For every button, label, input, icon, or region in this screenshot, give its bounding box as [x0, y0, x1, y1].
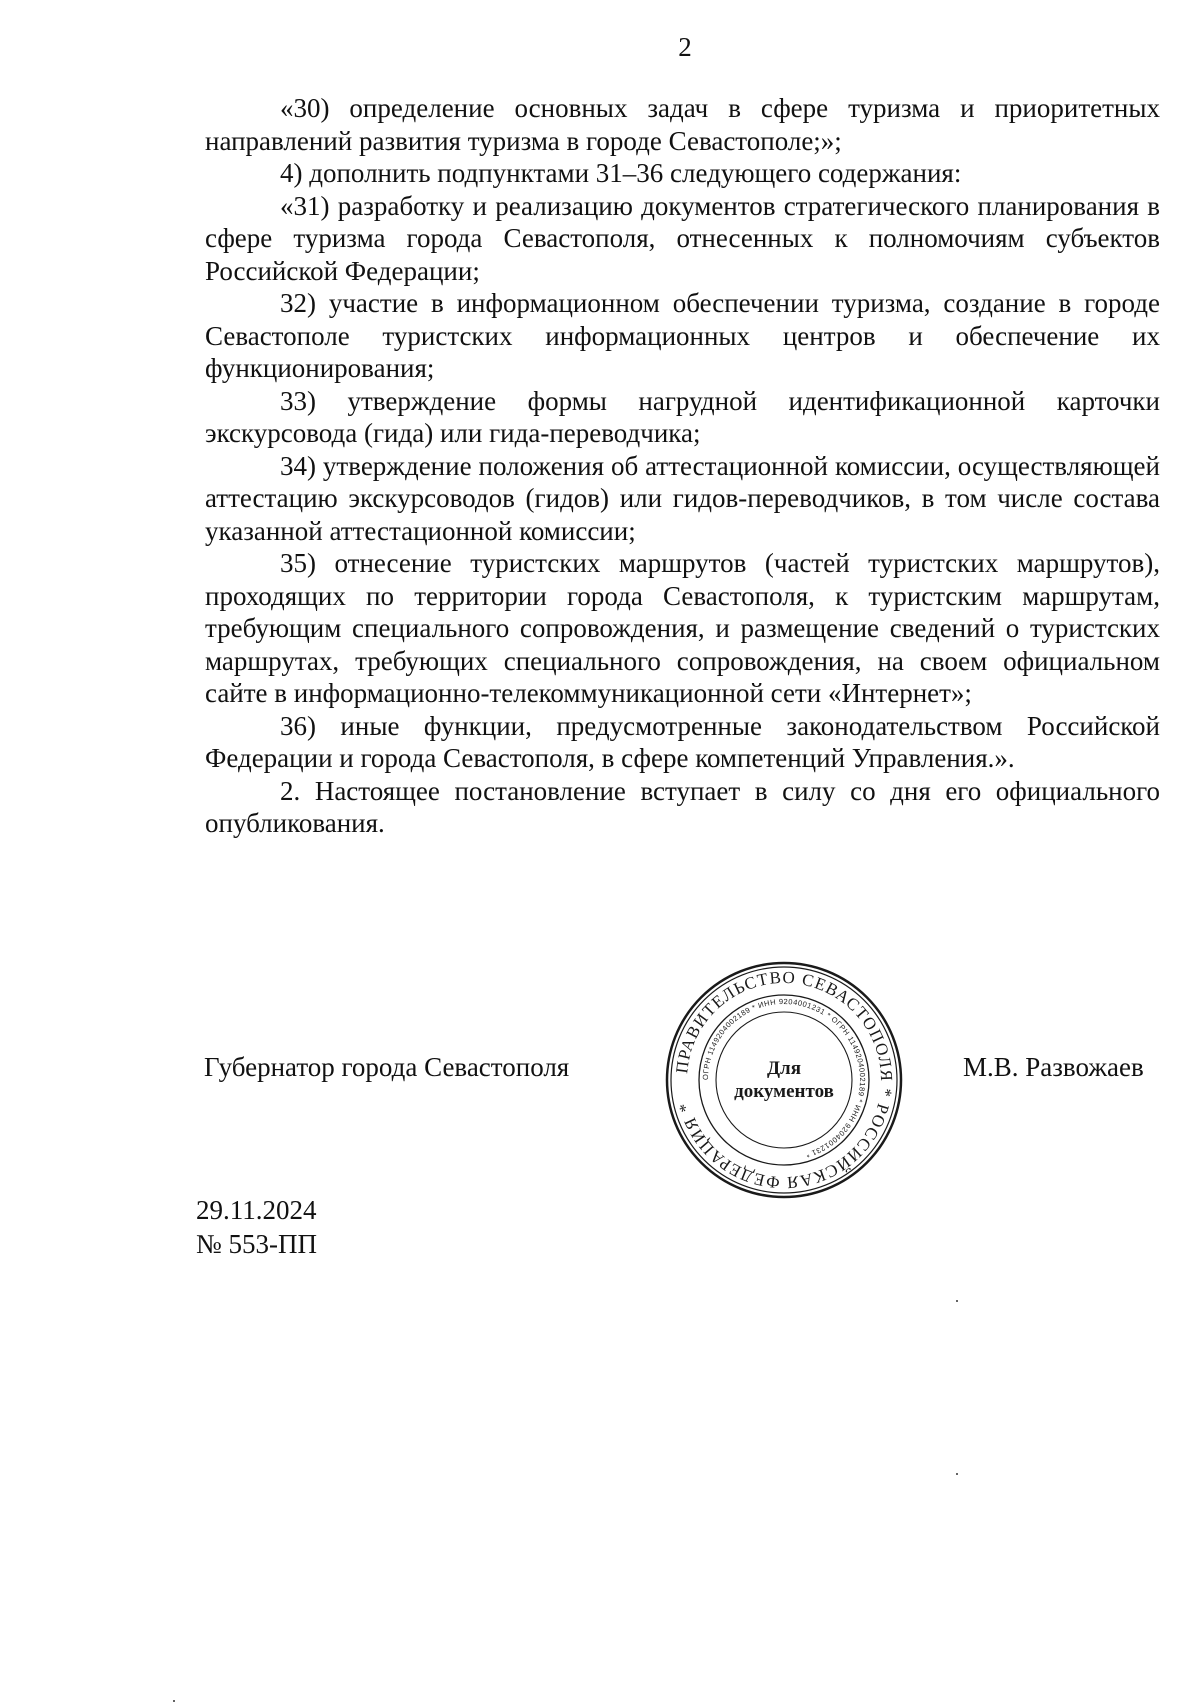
- paragraph: 36) иные функции, предусмотренные законодательством Российской Федерации и города Севастополя, в сфере компетенций Управления.».: [205, 710, 1160, 773]
- paragraph: «31) разработку и реализацию документов стратегического планирования в сфере туризма города Севастополя, отнесенных к полномочиям субъектов Российской Федерации;: [205, 190, 1160, 286]
- paragraph: 33) утверждение формы нагрудной идентификационной карточки экскурсовода (гида) или гида-переводчика;: [205, 385, 1160, 448]
- signatory-name: М.В. Развожаев: [963, 1052, 1144, 1082]
- page-number: 2: [678, 32, 692, 62]
- scan-speck: [956, 1300, 958, 1302]
- official-seal: [664, 960, 904, 1200]
- paragraph: «30) определение основных задач в сфере туризма и приоритетных направлений развития туризма в городе Севастополе;»;: [205, 93, 1160, 156]
- seal-outer-text: ПРАВИТЕЛЬСТВО СЕВАСТОПОЛЯ * РОССИЙСКАЯ ФЕДЕРАЦИЯ *: [672, 967, 897, 1193]
- paragraph: 32) участие в информационном обеспечении туризма, создание в городе Севастополе туристских информационных центров и обеспечение их функционирования;: [205, 288, 1160, 383]
- scan-speck: [956, 1473, 958, 1475]
- paragraph: 4) дополнить подпунктами 31–36 следующего содержания:: [280, 158, 962, 188]
- document-body: [205, 92, 1160, 840]
- signature-title: Губернатор города Севастополя: [204, 1052, 570, 1082]
- seal-center-line2: документов: [734, 1081, 834, 1102]
- seal-inner-text: ОГРН 1149204002189 * ИНН 9204001231 * ОГРН 1149204002189 * ИНН 9204001231 *: [700, 996, 868, 1160]
- document-date: 29.11.2024: [196, 1195, 317, 1225]
- document-number: № 553-ПП: [196, 1229, 317, 1259]
- paragraph: 34) утверждение положения об аттестационной комиссии, осуществляющей аттестацию экскурсоводов (гидов) или гидов-переводчиков, в том числе состава указанной аттестационной комиссии;: [205, 450, 1160, 546]
- seal-center-line1: Для: [766, 1058, 802, 1079]
- paragraph: 2. Настоящее постановление вступает в силу со дня его официального опубликования.: [205, 775, 1160, 838]
- scan-speck: [173, 1700, 175, 1702]
- paragraph: 35) отнесение туристских маршрутов (частей туристских маршрутов), проходящих по территории города Севастополя, к туристским маршрутам, требующим специального сопровождения, и размещение сведений о туристских маршрутах, требующих специального сопровождения, на своем официальном сайте в информационно-телекоммуникационной сети «Интернет»;: [205, 548, 1160, 708]
